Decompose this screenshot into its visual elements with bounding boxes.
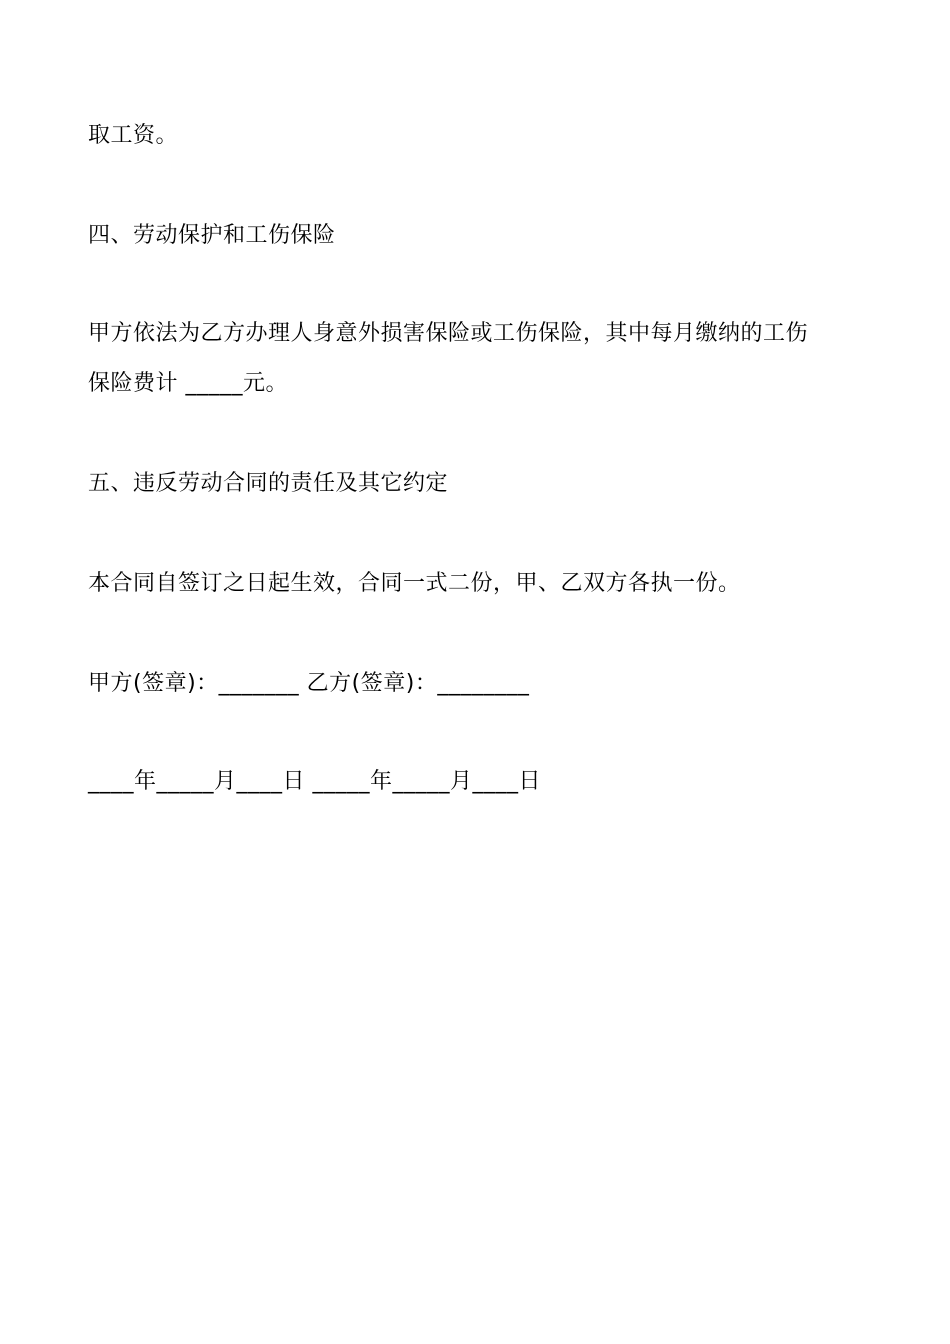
paragraph-wage-end: 取工资。	[88, 123, 179, 148]
section-heading-labor-protection: 四、劳动保护和工伤保险	[88, 223, 336, 248]
paragraph-insurance-line-2: 保险费计 _____元。	[88, 371, 288, 396]
paragraph-insurance-line-1: 甲方依法为乙方办理人身意外损害保险或工伤保险，其中每月缴纳的工伤	[88, 321, 809, 346]
date-line: ____年_____月____日 _____年_____月____日	[88, 769, 541, 794]
signature-line: 甲方(签章)：_______ 乙方(签章)：________	[88, 671, 530, 696]
section-heading-breach-liability: 五、违反劳动合同的责任及其它约定	[88, 471, 449, 496]
paragraph-effective-clause: 本合同自签订之日起生效，合同一式二份，甲、乙双方各执一份。	[88, 571, 741, 596]
